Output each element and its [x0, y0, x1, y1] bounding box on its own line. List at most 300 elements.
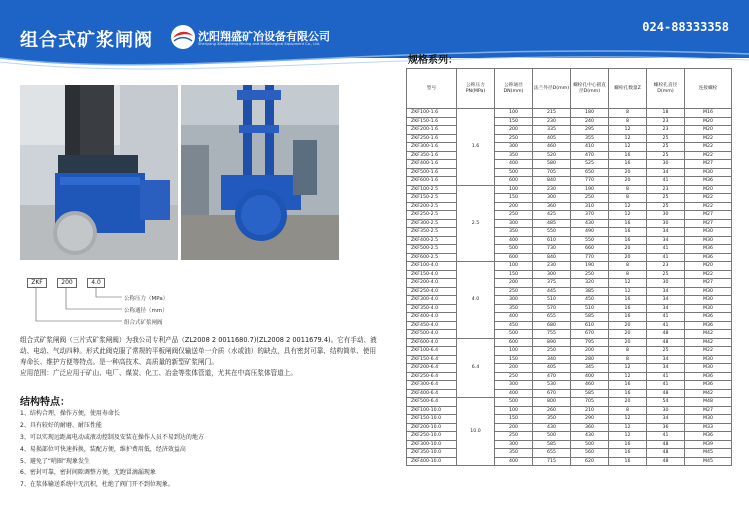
spec-model-cell: ZKF300-2.5 [407, 219, 457, 228]
spec-cell: 350 [495, 151, 533, 160]
spec-cell: 400 [495, 457, 533, 466]
spec-cell: 500 [495, 398, 533, 407]
spec-cell: 34 [647, 287, 685, 296]
spec-cell: 430 [533, 423, 571, 432]
spec-cell: 25 [647, 143, 685, 152]
spec-row [407, 449, 732, 458]
spec-model-cell: ZKF250-4.0 [407, 287, 457, 296]
spec-cell: 490 [571, 228, 609, 237]
spec-cell: 150 [495, 117, 533, 126]
spec-cell: 350 [495, 449, 533, 458]
spec-cell: 800 [533, 398, 571, 407]
spec-cell: 310 [571, 202, 609, 211]
spec-cell: 100 [495, 109, 533, 118]
spec-cell: 16 [609, 151, 647, 160]
spec-cell: 610 [571, 321, 609, 330]
spec-header-cell: 公称通径DN(mm) [495, 69, 533, 109]
spec-cell: M30 [685, 236, 732, 245]
spec-cell: M30 [685, 287, 732, 296]
spec-cell: 250 [495, 372, 533, 381]
spec-cell: M30 [685, 355, 732, 364]
spec-model-cell: ZKF150-6.4 [407, 355, 457, 364]
spec-row [407, 330, 732, 339]
valve-photo-1 [20, 85, 178, 260]
spec-cell: 30 [647, 406, 685, 415]
spec-model-cell: ZKF350-10.0 [407, 449, 457, 458]
spec-cell: 34 [647, 168, 685, 177]
spec-cell: 320 [571, 279, 609, 288]
spec-row [407, 270, 732, 279]
spec-row [407, 185, 732, 194]
spec-row [407, 177, 732, 186]
spec-row [407, 168, 732, 177]
spec-cell: 12 [609, 372, 647, 381]
spec-cell: 840 [533, 253, 571, 262]
spec-cell: 600 [495, 338, 533, 347]
spec-cell: 100 [495, 185, 533, 194]
spec-row [407, 194, 732, 203]
spec-cell: 34 [647, 228, 685, 237]
spec-cell: M36 [685, 321, 732, 330]
company-name: 沈阳翔盛矿冶设备有限公司 [198, 30, 330, 43]
spec-cell: M30 [685, 304, 732, 313]
spec-cell: 400 [495, 160, 533, 169]
spec-cell: 16 [609, 304, 647, 313]
spec-model-cell: ZKF200-2.5 [407, 202, 457, 211]
spec-row [407, 236, 732, 245]
model-label-type: 组合式矿浆闸阀 [124, 320, 163, 326]
spec-cell: M20 [685, 126, 732, 135]
spec-model-cell: ZKF450-4.0 [407, 321, 457, 330]
spec-cell: M27 [685, 219, 732, 228]
spec-cell: 16 [609, 449, 647, 458]
spec-row [407, 253, 732, 262]
spec-cell: M20 [685, 262, 732, 271]
spec-cell: 350 [495, 228, 533, 237]
spec-cell: M42 [685, 330, 732, 339]
spec-cell: 250 [495, 287, 533, 296]
spec-cell: 450 [495, 321, 533, 330]
spec-cell: 41 [647, 321, 685, 330]
spec-model-cell: ZKF400-10.0 [407, 457, 457, 466]
spec-model-cell: ZKF200-6.4 [407, 364, 457, 373]
spec-row [407, 432, 732, 441]
spec-row [407, 202, 732, 211]
feature-item: 7、在浆体输送系统中无沉积，杜绝了阀门开不到位现象。 [20, 481, 174, 489]
spec-model-cell: ZKF150-1.6 [407, 117, 457, 126]
spec-cell: M36 [685, 372, 732, 381]
spec-cell: 300 [495, 296, 533, 305]
feature-item: 3、可以实现远距离电动或液动控制及安装在操作人员不易到达的地方 [20, 433, 204, 441]
spec-cell: 215 [533, 109, 571, 118]
spec-model-cell: ZKF500-1.6 [407, 168, 457, 177]
spec-cell: 350 [495, 304, 533, 313]
model-box-type: ZKF [27, 278, 47, 288]
spec-cell: 430 [571, 219, 609, 228]
spec-row [407, 398, 732, 407]
spec-cell: 8 [609, 109, 647, 118]
spec-model-cell: ZKF100-6.4 [407, 347, 457, 356]
spec-cell: 41 [647, 177, 685, 186]
spec-cell: 260 [533, 406, 571, 415]
spec-cell: 355 [571, 134, 609, 143]
spec-cell: 500 [495, 168, 533, 177]
spec-cell: 20 [609, 245, 647, 254]
spec-cell: M22 [685, 270, 732, 279]
spec-cell: 585 [533, 440, 571, 449]
spec-cell: M39 [685, 440, 732, 449]
spec-cell: 250 [533, 347, 571, 356]
spec-model-cell: ZKF150-2.5 [407, 194, 457, 203]
spec-row [407, 313, 732, 322]
spec-cell: 41 [647, 253, 685, 262]
model-diagram-lines [20, 285, 130, 330]
spec-cell: 20 [609, 321, 647, 330]
features-list [20, 408, 380, 491]
spec-cell: 520 [533, 151, 571, 160]
spec-cell: 23 [647, 262, 685, 271]
spec-cell: M42 [685, 338, 732, 347]
spec-cell: M48 [685, 398, 732, 407]
spec-cell: 23 [647, 117, 685, 126]
company-logo-icon [170, 24, 196, 50]
spec-row [407, 372, 732, 381]
spec-cell: 550 [571, 236, 609, 245]
spec-cell: 18 [647, 109, 685, 118]
spec-cell: 560 [571, 449, 609, 458]
spec-cell: 12 [609, 423, 647, 432]
spec-cell: M22 [685, 143, 732, 152]
spec-cell: 250 [495, 211, 533, 220]
spec-cell: 250 [571, 270, 609, 279]
spec-cell: 405 [533, 134, 571, 143]
spec-cell: 460 [533, 143, 571, 152]
spec-model-cell: ZKF250-2.5 [407, 211, 457, 220]
spec-cell: 36 [647, 423, 685, 432]
model-box-diameter: 200 [57, 278, 77, 288]
spec-cell: 150 [495, 194, 533, 203]
spec-cell: 12 [609, 211, 647, 220]
spec-cell: M22 [685, 347, 732, 356]
spec-cell: M33 [685, 423, 732, 432]
spec-cell: 100 [495, 262, 533, 271]
spec-cell: 400 [495, 236, 533, 245]
spec-cell: 30 [647, 279, 685, 288]
spec-title: 规格系列： [408, 55, 458, 66]
spec-cell: M27 [685, 160, 732, 169]
spec-cell: 25 [647, 134, 685, 143]
spec-cell: 300 [533, 270, 571, 279]
spec-cell: 470 [533, 372, 571, 381]
spec-cell: 600 [495, 177, 533, 186]
spec-cell: 190 [571, 262, 609, 271]
spec-row [407, 347, 732, 356]
spec-cell: 300 [495, 440, 533, 449]
feature-item: 5、避免了“哨圈”现象发生 [20, 457, 91, 465]
spec-cell: 12 [609, 287, 647, 296]
spec-cell: 460 [571, 381, 609, 390]
spec-cell: 16 [609, 219, 647, 228]
spec-model-cell: ZKF100-2.5 [407, 185, 457, 194]
spec-cell: M30 [685, 296, 732, 305]
spec-row [407, 389, 732, 398]
spec-cell: 200 [495, 279, 533, 288]
spec-body [407, 109, 732, 466]
spec-cell: 585 [571, 313, 609, 322]
spec-pressure-cell: 2.5 [457, 185, 495, 262]
spec-cell: M36 [685, 313, 732, 322]
spec-cell: 550 [533, 228, 571, 237]
spec-row [407, 279, 732, 288]
spec-cell: 150 [495, 415, 533, 424]
spec-cell: 670 [571, 330, 609, 339]
spec-cell: M36 [685, 245, 732, 254]
spec-header-cell: 公称压力PN(MPa) [457, 69, 495, 109]
spec-model-cell: ZKF350-4.0 [407, 304, 457, 313]
spec-cell: 16 [609, 236, 647, 245]
spec-row [407, 262, 732, 271]
spec-cell: 400 [571, 372, 609, 381]
spec-cell: 200 [571, 347, 609, 356]
spec-cell: 34 [647, 355, 685, 364]
spec-cell: 34 [647, 304, 685, 313]
spec-model-cell: ZKF350-2.5 [407, 228, 457, 237]
spec-cell: 41 [647, 381, 685, 390]
spec-cell: 16 [609, 440, 647, 449]
spec-cell: 680 [533, 321, 571, 330]
spec-cell: 250 [495, 134, 533, 143]
spec-cell: 300 [495, 381, 533, 390]
spec-cell: M36 [685, 177, 732, 186]
spec-row [407, 296, 732, 305]
spec-model-cell: ZKF250-6.4 [407, 372, 457, 381]
spec-cell: 200 [495, 126, 533, 135]
spec-cell: 530 [533, 381, 571, 390]
spec-header-row [407, 69, 732, 109]
spec-pressure-cell: 1.6 [457, 109, 495, 186]
spec-model-cell: ZKF600-2.5 [407, 253, 457, 262]
spec-model-cell: ZKF400-4.0 [407, 313, 457, 322]
model-box-pressure: 4.0 [87, 278, 105, 288]
spec-cell: 20 [609, 177, 647, 186]
spec-cell: 16 [609, 228, 647, 237]
spec-cell: 840 [533, 177, 571, 186]
spec-row [407, 440, 732, 449]
spec-cell: 230 [533, 262, 571, 271]
spec-cell: 8 [609, 185, 647, 194]
spec-header-cell: 连接螺栓 [685, 69, 732, 109]
spec-pressure-cell: 10.0 [457, 398, 495, 466]
spec-row [407, 117, 732, 126]
spec-row [407, 321, 732, 330]
spec-cell: 375 [533, 279, 571, 288]
spec-row [407, 109, 732, 118]
spec-cell: 23 [647, 126, 685, 135]
spec-cell: 12 [609, 143, 647, 152]
spec-cell: 30 [647, 160, 685, 169]
spec-cell: 430 [571, 432, 609, 441]
spec-cell: M20 [685, 117, 732, 126]
spec-cell: 48 [647, 338, 685, 347]
spec-cell: 660 [571, 245, 609, 254]
spec-cell: 300 [495, 143, 533, 152]
spec-cell: 510 [533, 296, 571, 305]
spec-table [406, 68, 732, 466]
spec-cell: 770 [571, 253, 609, 262]
spec-cell: 610 [533, 236, 571, 245]
spec-row [407, 364, 732, 373]
spec-cell: M30 [685, 415, 732, 424]
spec-cell: 570 [533, 304, 571, 313]
spec-cell: M22 [685, 194, 732, 203]
spec-cell: 20 [609, 398, 647, 407]
spec-model-cell: ZKF350-1.6 [407, 151, 457, 160]
spec-row [407, 126, 732, 135]
phone-number: 024-88333358 [642, 20, 729, 34]
spec-model-cell: ZKF200-1.6 [407, 126, 457, 135]
spec-row [407, 219, 732, 228]
spec-model-cell: ZKF100-4.0 [407, 262, 457, 271]
spec-cell: 210 [571, 406, 609, 415]
spec-cell: M36 [685, 432, 732, 441]
company-name-en: Shenyang Xiangsheng Mining and Metallurgical Equipment Co., Ltd. [198, 42, 321, 46]
spec-cell: M30 [685, 168, 732, 177]
spec-row [407, 304, 732, 313]
spec-cell: 250 [571, 194, 609, 203]
spec-cell: 8 [609, 355, 647, 364]
spec-cell: 400 [495, 313, 533, 322]
spec-cell: 425 [533, 211, 571, 220]
spec-model-cell: ZKF200-10.0 [407, 423, 457, 432]
application-text: 应用范围：广泛应用于矿山、电厂、煤炭、化工、冶金等浆体管道，尤其在中高压浆体管道上。 [20, 369, 297, 377]
spec-cell: 25 [647, 270, 685, 279]
spec-cell: 525 [571, 160, 609, 169]
spec-cell: 370 [571, 211, 609, 220]
spec-cell: 335 [533, 126, 571, 135]
spec-model-cell: ZKF400-6.4 [407, 389, 457, 398]
spec-cell: 8 [609, 117, 647, 126]
spec-row [407, 134, 732, 143]
spec-cell: 500 [533, 432, 571, 441]
spec-cell: 8 [609, 262, 647, 271]
spec-cell: 730 [533, 245, 571, 254]
spec-model-cell: ZKF400-1.6 [407, 160, 457, 169]
spec-cell: 25 [647, 151, 685, 160]
spec-cell: 650 [571, 168, 609, 177]
spec-cell: 16 [609, 457, 647, 466]
spec-cell: 200 [495, 423, 533, 432]
description-text: 组合式矿浆闸阀（三片式矿浆闸阀）为我公司专利产品（ZL2008 2 0011680.7)(ZL2008 2 0011679.4)。它有手动、液动、电动、气动四种。形式此阀克服了常规的平板闸阀仅输送单一介质（水或油）的缺点，具有密封可靠、结构简单、使用寿命长、维护方便等特点。是一种高技术、高质量的新型矿浆闸门。 [20, 336, 377, 366]
spec-cell: 8 [609, 406, 647, 415]
spec-cell: 41 [647, 245, 685, 254]
spec-cell: 510 [571, 304, 609, 313]
spec-row [407, 423, 732, 432]
spec-cell: 190 [571, 185, 609, 194]
spec-cell: 200 [495, 202, 533, 211]
spec-cell: 705 [571, 398, 609, 407]
spec-cell: 48 [647, 330, 685, 339]
spec-cell: M27 [685, 406, 732, 415]
spec-model-cell: ZKF300-10.0 [407, 440, 457, 449]
spec-cell: 23 [647, 185, 685, 194]
spec-cell: 580 [533, 160, 571, 169]
spec-model-cell: ZKF500-2.5 [407, 245, 457, 254]
spec-cell: 20 [609, 338, 647, 347]
spec-row [407, 228, 732, 237]
spec-model-cell: ZKF300-1.6 [407, 143, 457, 152]
spec-cell: 890 [533, 338, 571, 347]
spec-cell: 48 [647, 440, 685, 449]
spec-cell: 48 [647, 457, 685, 466]
spec-cell: 41 [647, 432, 685, 441]
spec-row [407, 287, 732, 296]
spec-cell: M22 [685, 134, 732, 143]
spec-cell: 12 [609, 134, 647, 143]
spec-model-cell: ZKF500-4.0 [407, 330, 457, 339]
spec-cell: 670 [533, 389, 571, 398]
spec-row [407, 415, 732, 424]
spec-cell: 12 [609, 364, 647, 373]
spec-cell: 25 [647, 347, 685, 356]
spec-model-cell: ZKF100-1.6 [407, 109, 457, 118]
feature-item: 1、结构合理，操作方便，使用寿命长 [20, 410, 120, 417]
spec-cell: 34 [647, 415, 685, 424]
spec-model-cell: ZKF400-2.5 [407, 236, 457, 245]
spec-cell: 500 [571, 440, 609, 449]
spec-cell: 755 [533, 330, 571, 339]
spec-header-cell: 法兰外径D(mm) [533, 69, 571, 109]
spec-pressure-cell: 4.0 [457, 262, 495, 339]
spec-cell: 280 [571, 355, 609, 364]
feature-item: 6、密封可靠，密封间隙调整方便，无跑冒滴漏现象 [20, 469, 156, 477]
spec-row [407, 406, 732, 415]
spec-cell: 41 [647, 313, 685, 322]
spec-header-cell: 型号 [407, 69, 457, 109]
spec-cell: 48 [647, 389, 685, 398]
spec-cell: 25 [647, 202, 685, 211]
spec-cell: 30 [647, 219, 685, 228]
spec-cell: 20 [609, 168, 647, 177]
spec-model-cell: ZKF200-4.0 [407, 279, 457, 288]
spec-cell: 230 [533, 185, 571, 194]
spec-model-cell: ZKF250-10.0 [407, 432, 457, 441]
features-title: 结构特点： [20, 397, 70, 408]
spec-cell: 500 [495, 245, 533, 254]
spec-cell: M30 [685, 364, 732, 373]
spec-cell: 290 [571, 415, 609, 424]
spec-cell: 8 [609, 270, 647, 279]
spec-cell: 8 [609, 347, 647, 356]
spec-model-cell: ZKF150-10.0 [407, 415, 457, 424]
spec-cell: 12 [609, 126, 647, 135]
spec-cell: 12 [609, 202, 647, 211]
spec-cell: 8 [609, 194, 647, 203]
spec-cell: 34 [647, 364, 685, 373]
spec-cell: 16 [609, 389, 647, 398]
spec-cell: 16 [609, 296, 647, 305]
spec-cell: 345 [571, 364, 609, 373]
spec-cell: 25 [647, 194, 685, 203]
spec-cell: 200 [495, 364, 533, 373]
spec-cell: 54 [647, 398, 685, 407]
spec-cell: 12 [609, 279, 647, 288]
spec-cell: 405 [533, 364, 571, 373]
spec-cell: 295 [571, 126, 609, 135]
spec-row [407, 211, 732, 220]
spec-cell: 240 [571, 117, 609, 126]
spec-cell: M30 [685, 228, 732, 237]
spec-cell: 770 [571, 177, 609, 186]
